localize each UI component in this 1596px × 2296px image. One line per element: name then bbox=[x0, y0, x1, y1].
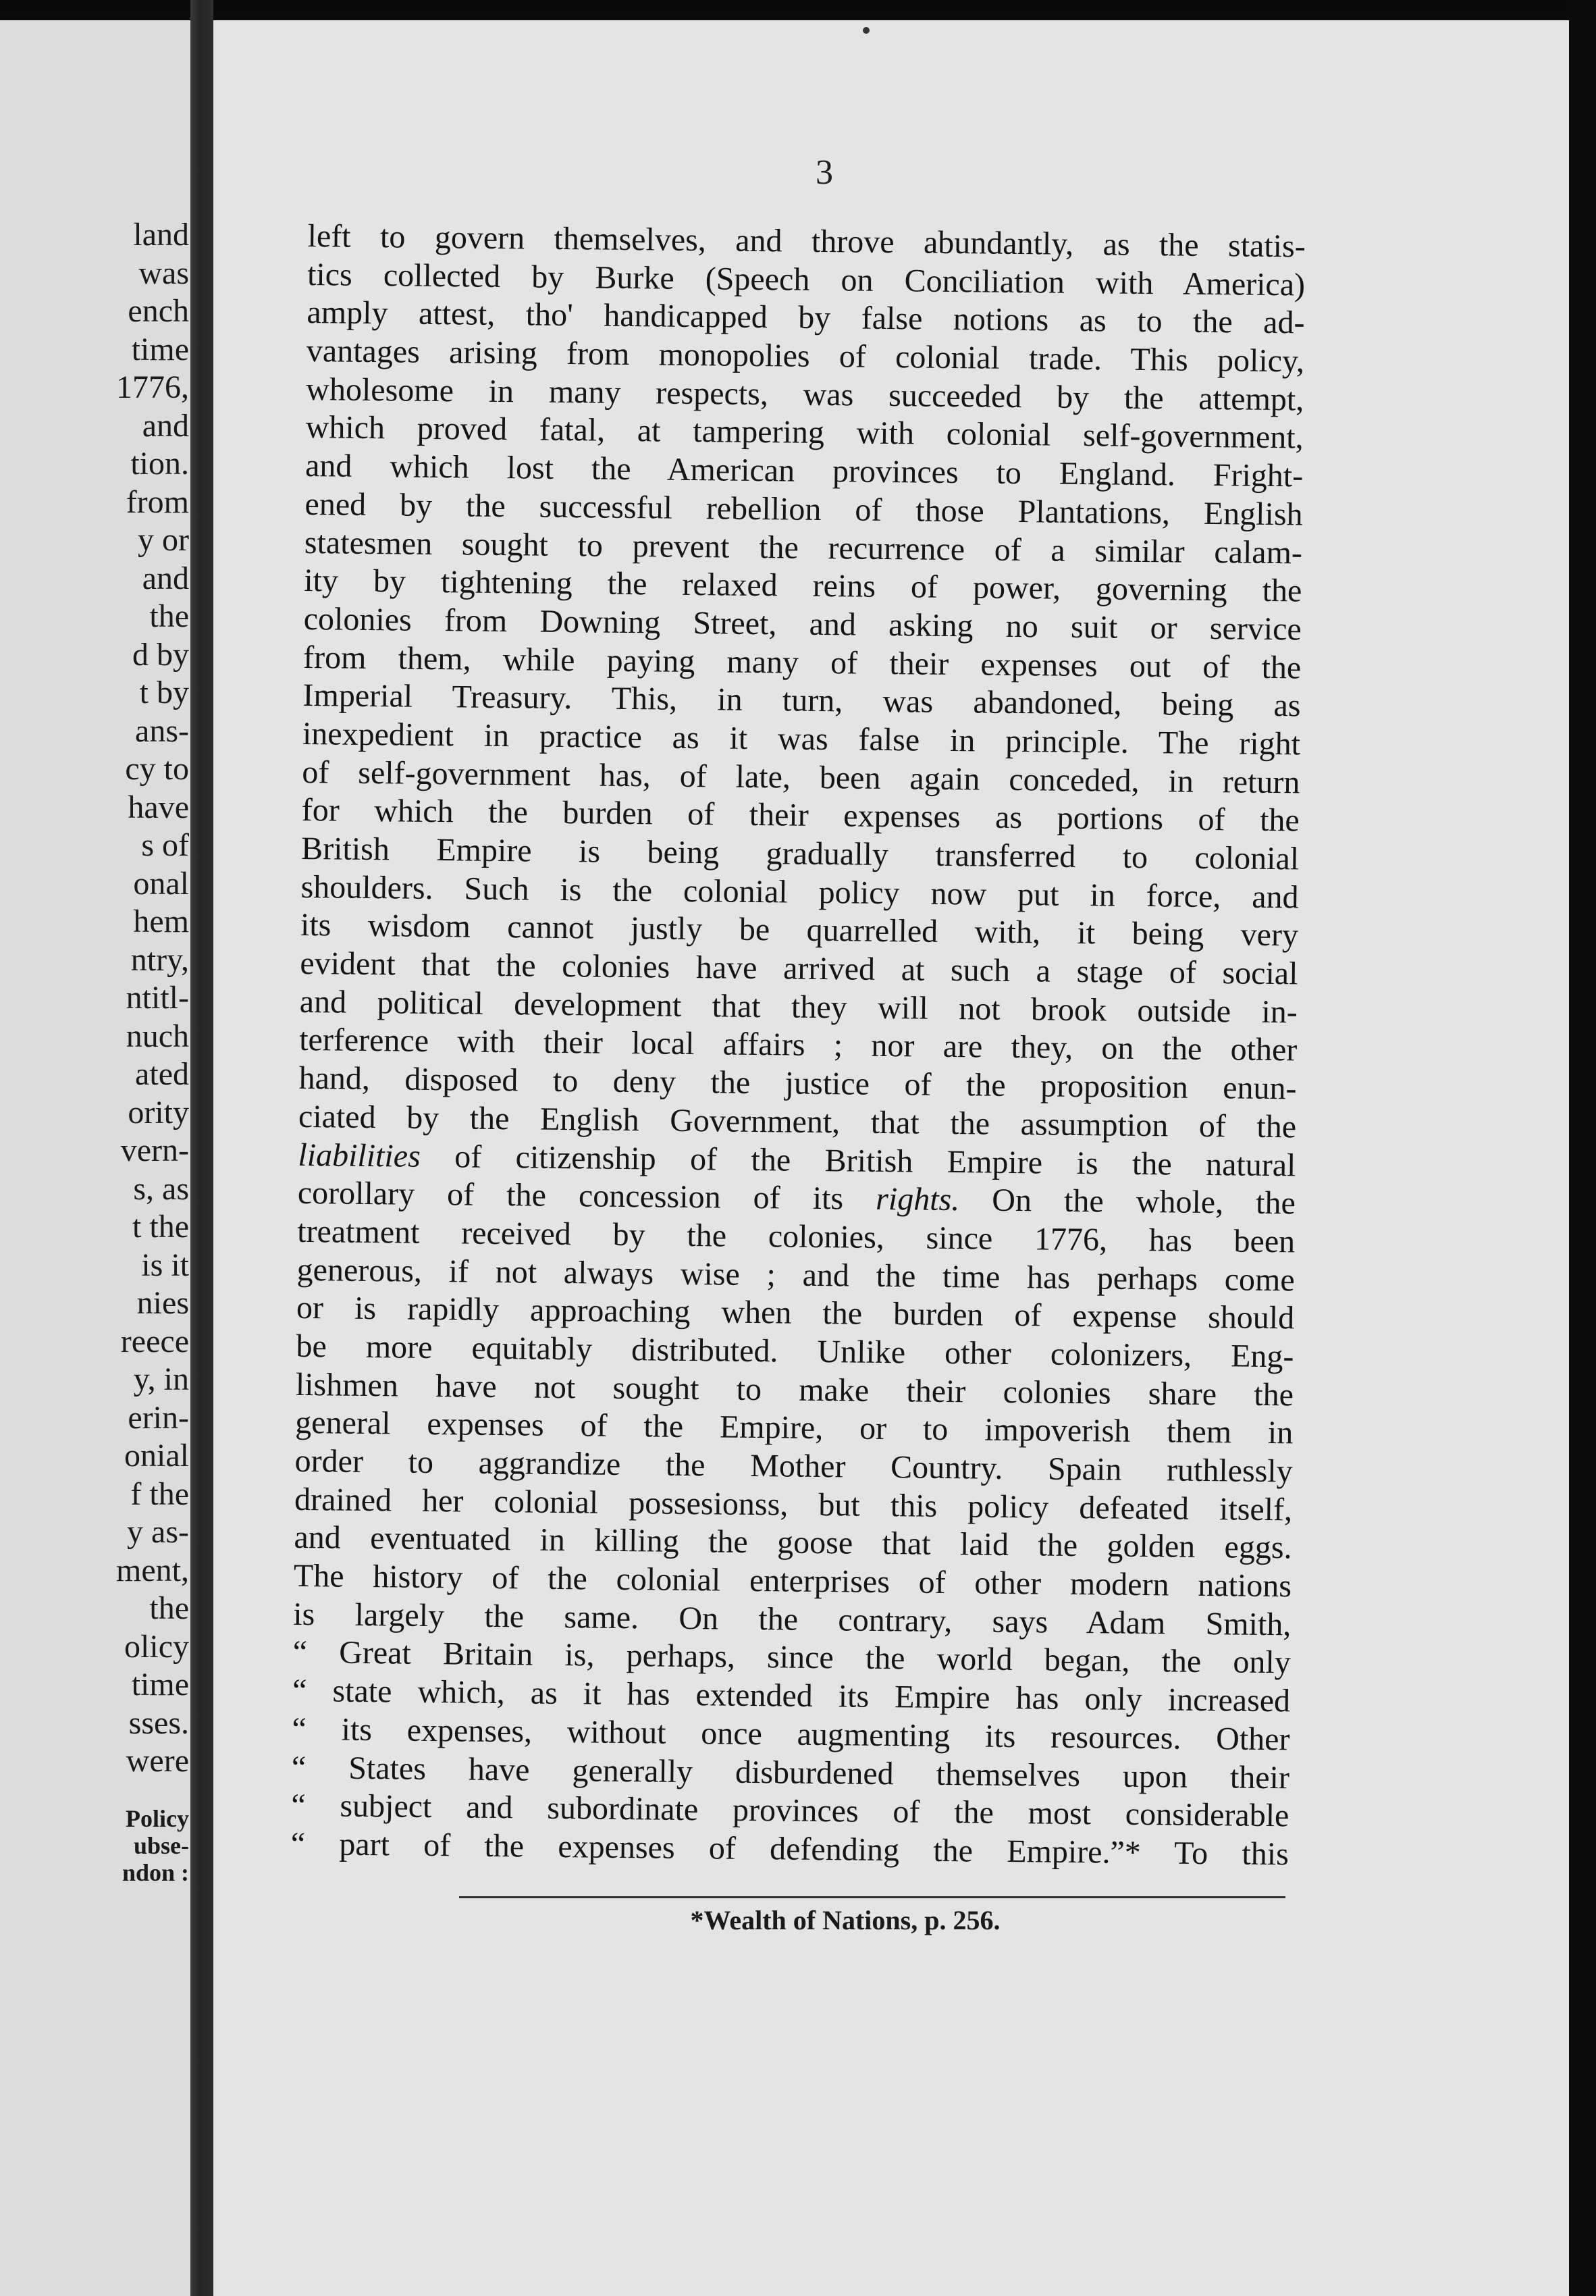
text-line: vantages arising from monopolies of colonial trade. This policy, bbox=[306, 333, 1305, 380]
left-page-fragment: onal bbox=[133, 865, 189, 902]
left-page-fragment: nies bbox=[136, 1285, 189, 1321]
left-page-tail-fragment: ubse- bbox=[133, 1831, 189, 1859]
left-page-fragment: and bbox=[142, 560, 189, 596]
text-line: and political development that they will not brook outside in- bbox=[299, 983, 1298, 1030]
left-page-fragment: the bbox=[149, 598, 189, 634]
text-line: evident that the colonies have arrived at such a stage of social bbox=[300, 945, 1298, 992]
left-page-fragment: ority bbox=[128, 1094, 189, 1130]
left-page-fragment: onial bbox=[124, 1438, 189, 1473]
text-line: “ part of the expenses of defending the Empire.”* To this bbox=[290, 1825, 1289, 1873]
text-line: of self-government has, of late, been again conceded, in return bbox=[302, 754, 1300, 801]
left-page-fragment: ans- bbox=[135, 712, 189, 749]
left-page-fragment: is it bbox=[141, 1247, 189, 1283]
left-page-fragment: sses. bbox=[128, 1704, 189, 1741]
text-line: ciated by the English Government, that the assumption of the bbox=[298, 1098, 1297, 1145]
left-page-fragment: f the bbox=[130, 1476, 189, 1512]
text-line: ened by the successful rebellion of those Plantations, English bbox=[304, 486, 1303, 533]
left-page-fragment: tion. bbox=[130, 446, 189, 481]
text-line: treatment received by the colonies, since 1776, has been bbox=[297, 1213, 1296, 1260]
text-line: is largely the same. On the contrary, says Adam Smith, bbox=[293, 1596, 1292, 1643]
text-line: wholesome in many respects, was succeeded by the attempt, bbox=[306, 371, 1304, 418]
text-line: general expenses of the Empire, or to impoverish them in bbox=[295, 1405, 1294, 1451]
left-page-fragment: olicy bbox=[124, 1628, 189, 1665]
left-page-tail-fragment: ndon : bbox=[122, 1858, 189, 1886]
scan-top-border bbox=[0, 0, 1596, 15]
left-page-fragment: s of bbox=[141, 827, 189, 863]
text-line: “ States have generally disburdened themselves upon their bbox=[291, 1749, 1290, 1796]
text-line: British Empire is being gradually transferred to colonial bbox=[300, 830, 1300, 877]
left-page-fragment: t by bbox=[139, 675, 189, 710]
left-page-fragment: ntry, bbox=[130, 941, 189, 978]
text-line: corollary of the concession of its rights. On the whole, the bbox=[297, 1175, 1296, 1222]
text-line: The history of the colonial enterprises of other modern nations bbox=[293, 1557, 1292, 1604]
text-line: “ its expenses, without once augmenting its resources. Other bbox=[292, 1711, 1290, 1758]
text-line: statesmen sought to prevent the recurrence of a similar calam- bbox=[304, 524, 1303, 571]
footnote: *Wealth of Nations, p. 256. bbox=[690, 1905, 1001, 1935]
text-line: generous, if not always wise ; and the time has perhaps come bbox=[296, 1251, 1296, 1298]
left-page-fragments bbox=[14, 216, 189, 1886]
left-page-fragment: reece bbox=[120, 1323, 189, 1359]
left-page-fragment: erin- bbox=[128, 1399, 189, 1436]
text-line: and eventuated in killing the goose that laid the golden eggs. bbox=[294, 1519, 1292, 1566]
text-line: liabilities of citizenship of the British Empire is the natural bbox=[298, 1137, 1296, 1183]
text-line: Imperial Treasury. This, in turn, was abandoned, being as bbox=[302, 677, 1301, 724]
left-page-fragment: 1776, bbox=[116, 369, 189, 405]
left-page-fragment: cy to bbox=[125, 751, 189, 787]
text-line: be more equitably distributed. Unlike other colonizers, Eng- bbox=[296, 1328, 1294, 1375]
text-line: “ subject and subordinate provinces of the most considerable bbox=[291, 1788, 1289, 1834]
left-page-fragment: ment, bbox=[116, 1552, 189, 1588]
left-page-fragment: time bbox=[131, 331, 189, 367]
text-line: lishmen have not sought to make their colonies share the bbox=[295, 1366, 1294, 1413]
left-page-fragment: y or bbox=[138, 522, 189, 558]
left-page-fragment: ated bbox=[135, 1056, 189, 1092]
text-line: terference with their local affairs ; nor are they, on the other bbox=[298, 1022, 1298, 1068]
text-line: “ Great Britain is, perhaps, since the world began, the only bbox=[292, 1634, 1292, 1681]
book-gutter bbox=[190, 0, 213, 2296]
left-page-fragment: land bbox=[133, 217, 189, 253]
footnote-rule bbox=[459, 1896, 1285, 1898]
left-page-fragment: were bbox=[126, 1743, 189, 1779]
text-line: ity by tightening the relaxed reins of power, governing the bbox=[304, 563, 1302, 609]
left-page-fragment: nuch bbox=[126, 1018, 189, 1054]
text-line: and which lost the American provinces to England. Fright- bbox=[304, 448, 1304, 494]
left-page-fragment: ench bbox=[128, 293, 189, 329]
text-line: amply attest, tho' handicapped by false notions as to the ad- bbox=[307, 294, 1305, 341]
page-number: 3 bbox=[816, 153, 833, 192]
text-line: tics collected by Burke (Speech on Conciliation with America) bbox=[307, 256, 1306, 303]
text-line: its wisdom cannot justly be quarrelled with, it being very bbox=[300, 907, 1299, 954]
left-page-fragment: vern- bbox=[120, 1132, 189, 1168]
left-page-fragment: y, in bbox=[133, 1361, 189, 1397]
left-page-fragment: ntitl- bbox=[126, 980, 189, 1016]
text-line: which proved fatal, at tampering with colonial self-government, bbox=[305, 409, 1304, 456]
text-line: from them, while paying many of their expenses out of the bbox=[302, 639, 1302, 686]
text-line: left to govern themselves, and throve abundantly, as the statis- bbox=[307, 217, 1306, 265]
text-line: “ state which, as it has extended its Empire has only increased bbox=[292, 1673, 1291, 1719]
text-line: for which the burden of their expenses as portions of the bbox=[301, 792, 1300, 839]
left-page-tail-fragment: Policy bbox=[126, 1804, 189, 1832]
body-text bbox=[290, 217, 1305, 1874]
text-line: shoulders. Such is the colonial policy now put in force, and bbox=[300, 868, 1299, 916]
text-line: or is rapidly approaching when the burden of expense should bbox=[296, 1290, 1295, 1336]
left-page-fragment: from bbox=[126, 484, 189, 520]
left-page-fragment: s, as bbox=[133, 1170, 189, 1207]
left-page-fragment: and bbox=[142, 407, 189, 444]
left-page-fragment: d by bbox=[132, 636, 189, 673]
ink-speck bbox=[863, 27, 870, 34]
scan-right-border bbox=[1569, 0, 1596, 2296]
text-line: order to aggrandize the Mother Country. Spain ruthlessly bbox=[294, 1442, 1293, 1490]
text-line: drained her colonial possesionss, but this policy defeated itself, bbox=[294, 1481, 1293, 1528]
left-page-fragment: was bbox=[138, 255, 189, 291]
left-page-fragment: t the bbox=[132, 1209, 189, 1245]
left-page-fragment: time bbox=[131, 1667, 189, 1702]
left-page-fragment: y as- bbox=[127, 1514, 189, 1550]
text-line: hand, disposed to deny the justice of the proposition enun- bbox=[298, 1060, 1297, 1107]
left-page-fragment: the bbox=[149, 1590, 189, 1626]
text-line: colonies from Downing Street, and asking no suit or service bbox=[303, 600, 1302, 648]
left-page-edge bbox=[0, 20, 190, 2296]
left-page-fragment: have bbox=[128, 789, 189, 825]
left-page-fragment: hem bbox=[133, 904, 189, 939]
text-line: inexpedient in practice as it was false in principle. The right bbox=[302, 715, 1301, 762]
